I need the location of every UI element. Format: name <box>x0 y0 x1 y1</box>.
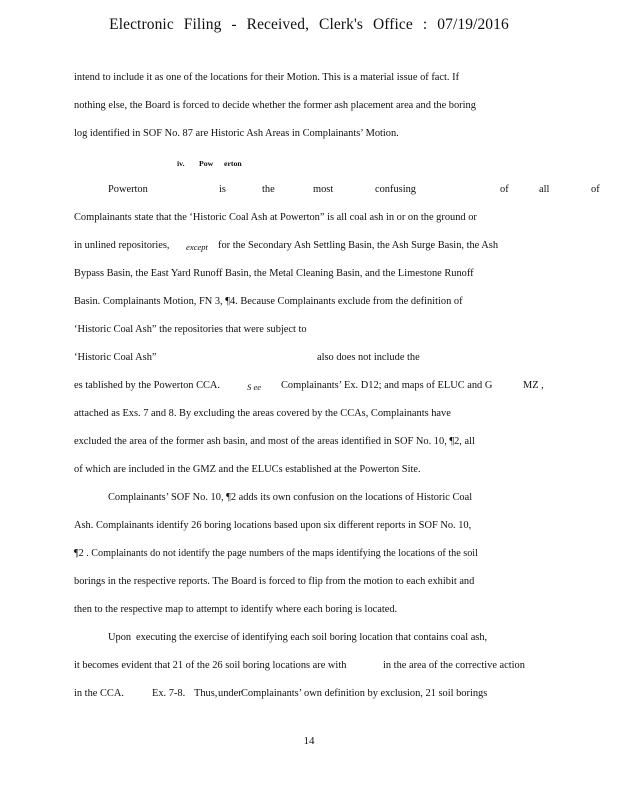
body-word: of <box>591 184 600 195</box>
body-word: all <box>539 184 550 195</box>
body-line: ¶2 . Complainants do not identify the page numbers of the maps identifying the locations of the soil <box>74 548 478 559</box>
italic-text: S ee <box>247 382 262 392</box>
body-text: Complainants’ Ex. D12; and maps of ELUC and G <box>281 380 493 391</box>
body-line: log identified in SOF No. 87 are Historic Ash Areas in Complainants’ Motion. <box>74 128 399 139</box>
body-text: in the area of the corrective action <box>383 660 525 671</box>
body-word: Powerton <box>108 184 148 195</box>
body-text: es tablished by the Powerton CCA. <box>74 380 221 391</box>
body-text: under <box>218 688 242 699</box>
body-line: attached as Exs. 7 and 8. By excluding the areas covered by the CCAs, Complainants have <box>74 408 451 419</box>
body-text: Complainants’ own definition by exclusion, 21 soil borings <box>241 688 488 699</box>
italic-text: except <box>186 242 208 252</box>
body-text: ‘Historic Coal Ash” <box>74 352 157 363</box>
body-line: ‘Historic Coal Ash” the repositories that were subject to <box>74 324 307 335</box>
body-word: confusing <box>375 184 416 195</box>
body-text: Thus, <box>194 688 218 699</box>
body-line: excluded the area of the former ash basin, and most of the areas identified in SOF No. 10, ¶2, all <box>74 436 475 447</box>
body-text: in unlined repositories, <box>74 240 170 251</box>
section-heading-number: iv. <box>177 159 185 168</box>
body-word: the <box>262 184 275 195</box>
body-word: of <box>500 184 509 195</box>
body-text: Ex. 7-8. <box>152 688 186 699</box>
body-line: Ash. Complainants identify 26 boring locations based upon six different reports in SOF No. 10, <box>74 520 472 531</box>
page-number: 14 <box>303 735 315 747</box>
body-line: nothing else, the Board is forced to decide whether the former ash placement area and the boring <box>74 100 476 111</box>
body-text: in the CCA. <box>74 688 124 699</box>
body-line: borings in the respective reports. The Board is forced to flip from the motion to each exhibit and <box>74 576 475 587</box>
body-text: Upon <box>108 632 132 643</box>
body-line: then to the respective map to attempt to identify where each boring is located. <box>74 604 398 615</box>
body-line: intend to include it as one of the locations for their Motion. This is a material issue of fact. If <box>74 72 460 83</box>
body-text: MZ , <box>523 380 544 391</box>
body-text: it becomes evident that 21 of the 26 soil boring locations are with <box>74 660 347 671</box>
body-text: for the Secondary Ash Settling Basin, the Ash Surge Basin, the Ash <box>218 240 499 251</box>
body-text: executing the exercise of identifying each soil boring location that contains coal ash, <box>136 632 488 643</box>
body-word: is <box>219 184 226 195</box>
body-line: Complainants state that the ‘Historic Coal Ash at Powerton” is all coal ash in or on the ground or <box>74 212 477 223</box>
filing-stamp-header: Electronic Filing - Received, Clerk's Office : 07/19/2016 <box>109 16 509 33</box>
section-heading-title: Pow <box>199 159 214 168</box>
body-text: also does not include the <box>317 352 420 363</box>
body-line: Complainants’ SOF No. 10, ¶2 adds its own confusion on the locations of Historic Coal <box>108 492 473 503</box>
section-heading-title: erton <box>224 159 242 168</box>
body-line: Bypass Basin, the East Yard Runoff Basin, the Metal Cleaning Basin, and the Limestone Runoff <box>74 268 474 279</box>
body-word: most <box>313 184 334 195</box>
body-line: Basin. Complainants Motion, FN 3, ¶4. Because Complainants exclude from the definition of <box>74 296 463 307</box>
body-line: of which are included in the GMZ and the ELUCs established at the Powerton Site. <box>74 464 421 475</box>
